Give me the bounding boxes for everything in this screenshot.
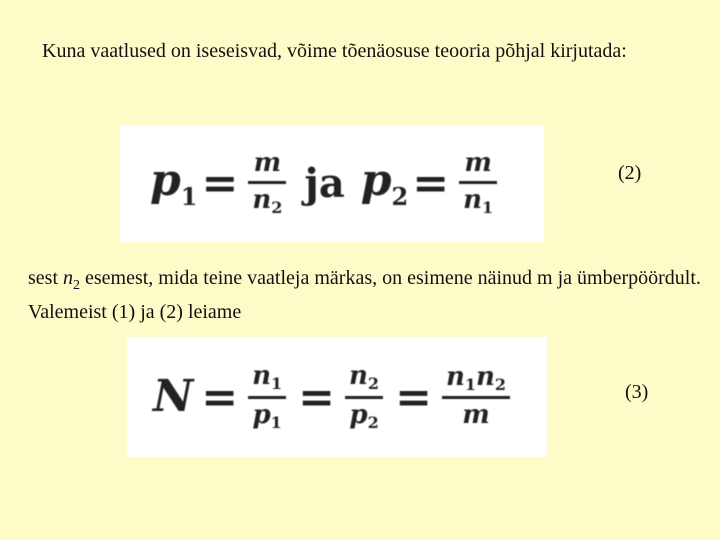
equation-number-2: (2)	[618, 162, 642, 184]
symbol-p1: $p_1$	[150, 154, 198, 211]
equation-number-3: (3)	[625, 381, 649, 403]
fraction-n2-over-p2: $\frac{n2}{p2}$	[345, 362, 383, 432]
fraction-n1-over-p1: $\frac{n1}{p1}$	[248, 362, 286, 432]
equals-sign: =	[201, 371, 237, 423]
fraction-n1n2-over-m: $\frac{n1n2}{m}$	[442, 363, 510, 431]
fraction-m-over-n1: $\frac{m}{n1}$	[459, 149, 497, 217]
explanation-paragraph: sest $n_2$ esemest, mida teine vaatleja märkas, on esimene näinud m ja ümberpöördult. Valemeist (1) ja (2) leiame	[28, 267, 701, 323]
equals-sign: =	[298, 371, 334, 423]
fraction-m-over-n2: $\frac{m}{n2}$	[248, 149, 286, 217]
equals-sign: =	[395, 371, 430, 423]
word-ja: ja	[304, 160, 345, 207]
equation-2-image	[120, 125, 544, 242]
equals-sign: =	[412, 158, 448, 209]
equation-3-image	[127, 337, 547, 457]
symbol-p2: $p_2$	[360, 154, 409, 211]
equals-sign: =	[201, 158, 237, 209]
symbol-N: N	[153, 371, 194, 422]
intro-paragraph: Kuna vaatlused on iseseisvad, võime tõenäosuse teooria põhjal kirjutada:	[42, 40, 627, 62]
